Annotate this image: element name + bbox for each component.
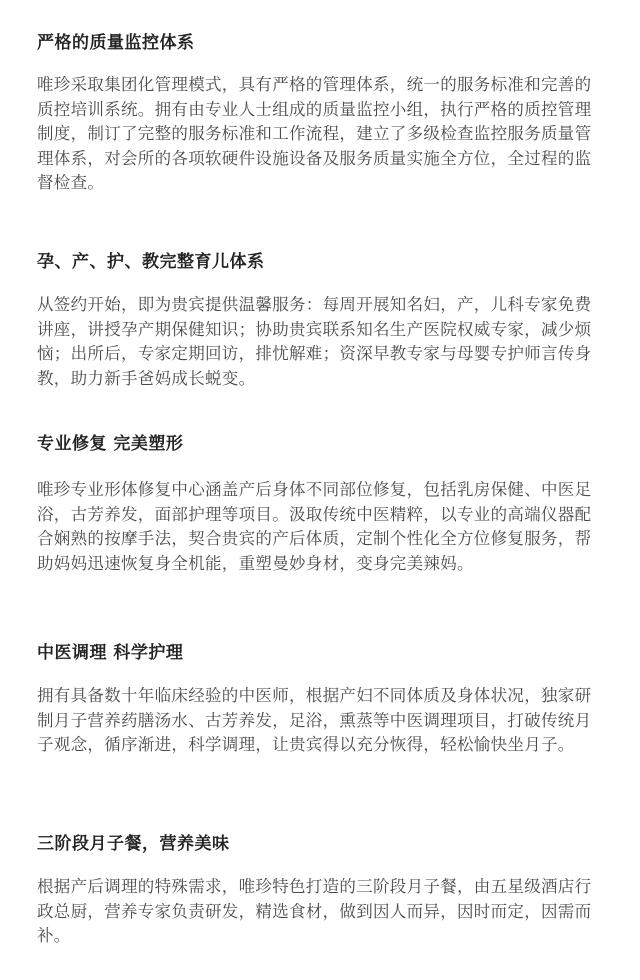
section-heading: 孕、产、护、教完整育儿体系 bbox=[37, 252, 265, 272]
section-body: 唯珍专业形体修复中心涵盖产后身体不同部位修复，包括乳房保健、中医足浴，古芳养发，面部护理等项目。汲取传统中医精粹，以专业的高端仪器配合娴熟的按摩手法，契合贵宾的产后体质，定制个性化全方位修复服务，帮助妈妈迅速恢复身全机能，重塑曼妙身材，变身完美辣妈。 bbox=[37, 480, 592, 573]
section-body: 拥有具备数十年临床经验的中医师，根据产妇不同体质及身体状况，独家研制月子营养药膳汤水、古芳养发，足浴，熏蒸等中医调理项目，打破传统月子观念，循序渐进，科学调理，让贵宾得以充分恢得，轻松愉快坐月子。 bbox=[37, 686, 592, 754]
section-heading: 中医调理 科学护理 bbox=[37, 643, 184, 663]
section-quality-control bbox=[37, 31, 605, 196]
section-heading: 严格的质量监控体系 bbox=[37, 33, 195, 53]
section-body: 根据产后调理的特殊需求，唯珍特色打造的三阶段月子餐，由五星级酒店行政总厨，营养专家负责研发，精选食材，做到因人而异，因时而定，因需而补。 bbox=[37, 877, 592, 945]
section-confinement-meals bbox=[37, 832, 605, 949]
section-heading: 三阶段月子餐，营养美味 bbox=[37, 834, 230, 854]
section-heading: 专业修复 完美塑形 bbox=[37, 434, 184, 454]
section-parenting-system bbox=[37, 250, 605, 391]
section-tcm-care bbox=[37, 641, 605, 758]
section-body-repair bbox=[37, 432, 605, 576]
section-body: 从签约开始，即为贵宾提供温馨服务：每周开展知名妇，产，儿科专家免费讲座，讲授孕产期保健知识；协助贵宾联系知名生产医院权威专家，减少烦恼；出所后，专家定期回访，排忧解难；资深早教专家与母婴专护师言传身教，助力新手爸妈成长蜕变。 bbox=[37, 295, 592, 388]
section-body: 唯珍采取集团化管理模式，具有严格的管理体系，统一的服务标准和完善的质控培训系统。拥有由专业人士组成的质量监控小组，执行严格的质控管理制度，制订了完整的服务标准和工作流程，建立了多级检查监控服务质量管理体系，对会所的各项软硬件设施设备及服务质量实施全方位，全过程的监督检查。 bbox=[37, 75, 592, 192]
